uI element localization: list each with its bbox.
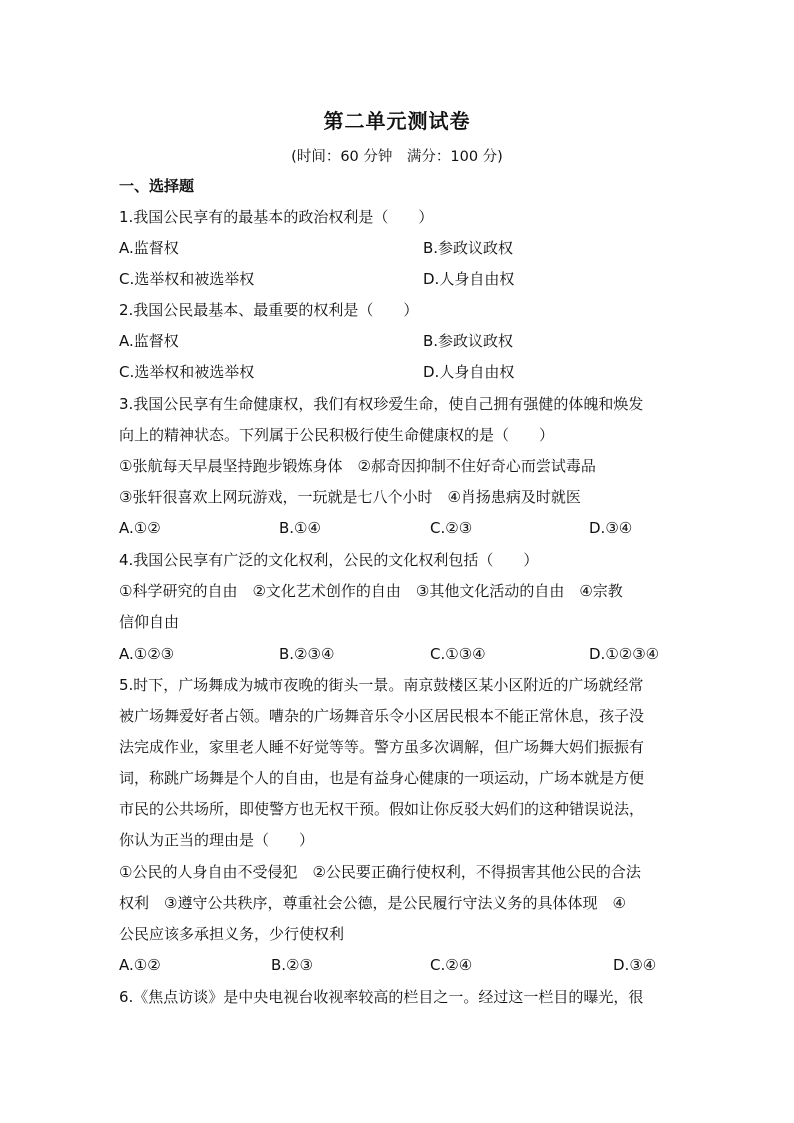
q2-option-b: B.参政议政权 [423, 332, 514, 350]
q5-option-d: D.③④ [613, 956, 657, 974]
q3-option-c: C.②③ [430, 519, 473, 537]
q1-option-b: B.参政议政权 [423, 239, 514, 257]
question-4-line-1: 4.我国公民享有广泛的文化权利，公民的文化权利包括（ ） [119, 551, 539, 569]
question-5-line-5: 市民的公共场所，即使警方也无权干预。假如让你反驳大妈们的这种错误说法， [119, 800, 645, 818]
q3-option-a: A.①② [119, 519, 161, 537]
q3-option-d: D.③④ [589, 519, 633, 537]
section-heading: 一、选择题 [119, 177, 195, 195]
question-5-line-4: 词，称跳广场舞是个人的自由，也是有益身心健康的一项运动，广场本就是方便 [119, 769, 645, 787]
question-5-line-3: 法完成作业，家里老人睡不好觉等等。警方虽多次调解，但广场舞大妈们振振有 [119, 738, 645, 756]
question-3-line-3: ①张航每天早晨坚持跑步锻炼身体 ②郝奇因抑制不住好奇心而尝试毒品 [119, 457, 596, 475]
q4-option-d: D.①②③④ [589, 645, 660, 663]
q2-option-a: A.监督权 [119, 332, 179, 350]
q2-option-c: C.选举权和被选举权 [119, 363, 255, 381]
page-title: 第二单元测试卷 [323, 109, 471, 133]
q4-option-c: C.①③④ [430, 645, 486, 663]
question-3-line-1: 3.我国公民享有生命健康权，我们有权珍爱生命，使自己拥有强健的体魄和焕发 [119, 395, 644, 413]
q5-option-c: C.②④ [430, 956, 473, 974]
q5-option-b: B.②③ [271, 956, 313, 974]
question-2-stem: 2.我国公民最基本、最重要的权利是（ ） [119, 301, 419, 319]
q4-option-a: A.①②③ [119, 645, 175, 663]
q1-option-c: C.选举权和被选举权 [119, 270, 255, 288]
question-3-line-2: 向上的精神状态。下列属于公民积极行使生命健康权的是（ ） [119, 426, 555, 444]
q2-option-d: D.人身自由权 [423, 363, 515, 381]
exam-info: (时间：60 分钟 满分：100 分) [291, 149, 503, 165]
question-3-line-4: ③张轩很喜欢上网玩游戏，一玩就是七八个小时 ④肖扬患病及时就医 [119, 488, 581, 506]
question-5-line-8: 权利 ③遵守公共秩序，尊重社会公德，是公民履行守法义务的具体体现 ④ [119, 894, 626, 912]
q3-option-b: B.①④ [279, 519, 321, 537]
question-6-line-1: 6.《焦点访谈》是中央电视台收视率较高的栏目之一。经过这一栏目的曝光，很 [119, 988, 644, 1006]
q1-option-d: D.人身自由权 [423, 270, 515, 288]
question-5-line-9: 公民应该多承担义务，少行使权利 [119, 925, 345, 943]
question-5-line-7: ①公民的人身自由不受侵犯 ②公民要正确行使权利，不得损害其他公民的合法 [119, 863, 641, 881]
question-5-line-2: 被广场舞爱好者占领。嘈杂的广场舞音乐令小区居民根本不能正常休息，孩子没 [119, 707, 645, 725]
q1-option-a: A.监督权 [119, 239, 179, 257]
question-5-line-6: 你认为正当的理由是（ ） [119, 831, 315, 849]
question-1-stem: 1.我国公民享有的最基本的政治权利是（ ） [119, 208, 434, 226]
question-4-line-3: 信仰自由 [119, 613, 180, 631]
question-5-line-1: 5.时下，广场舞成为城市夜晚的街头一景。南京鼓楼区某小区附近的广场就经常 [119, 676, 644, 694]
question-4-line-2: ①科学研究的自由 ②文化艺术创作的自由 ③其他文化活动的自由 ④宗教 [119, 582, 623, 600]
q5-option-a: A.①② [119, 956, 161, 974]
q4-option-b: B.②③④ [279, 645, 335, 663]
